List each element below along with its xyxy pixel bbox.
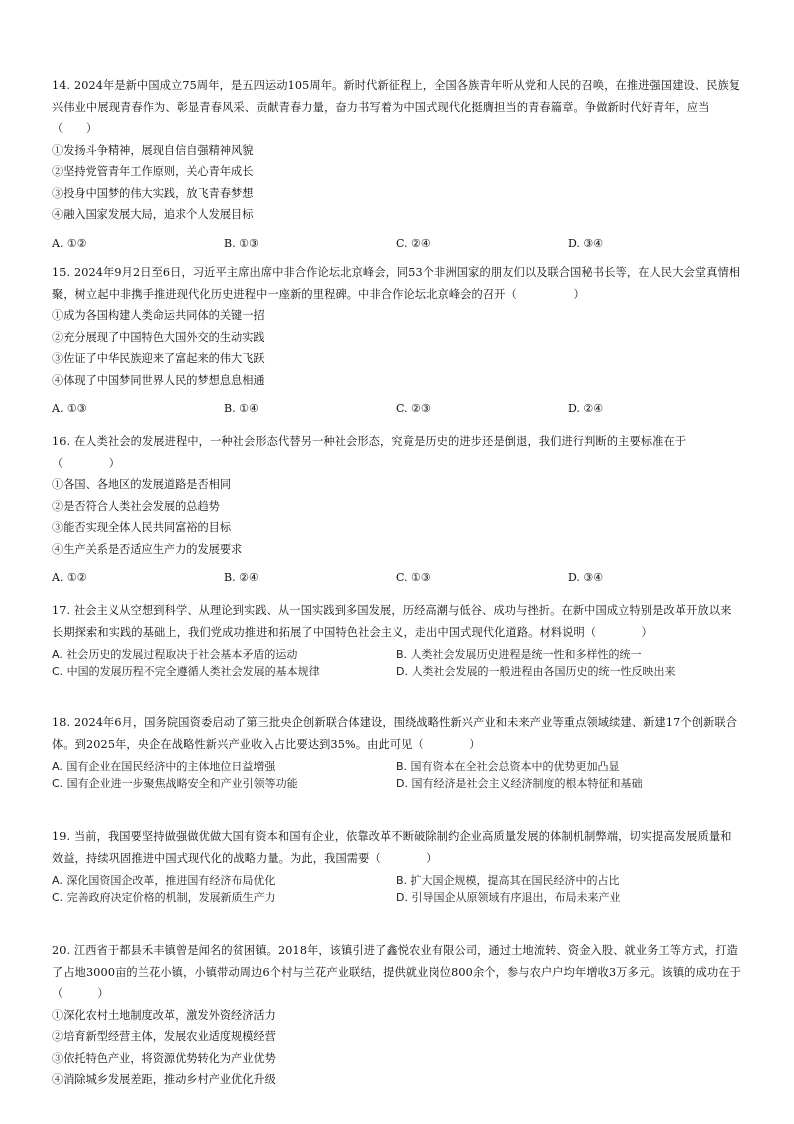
choice-b: B. ②④ [224,571,259,584]
choice-a: A. 国有企业在国民经济中的主体地位日益增强 [52,760,276,773]
statement-option: ①各国、各地区的发展道路是否相同 [52,478,232,491]
answer-choices [52,567,742,588]
answer-choices [52,758,742,792]
statement-option: ①发扬斗争精神，展现自信自强精神风貌 [52,143,254,157]
statement-option: ③投身中国梦的伟大实践，放飞青春梦想 [52,186,254,200]
question-19 [52,826,742,906]
question-stem: 17. 社会主义从空想到科学、从理论到实践、从一国实践到多国发展，历经高潮与低谷、成功与挫折。在新中国成立特别是改革开放以来长期探索和实践的基础上，我们党成功推进和拓展了中国特色社会主义，走出中国式现代化道路。材料说明（ ） [52,604,732,639]
choice-a: A. 社会历史的发展过程取决于社会基本矛盾的运动 [52,648,298,661]
choice-c: C. 中国的发展历程不完全遵循人类社会发展的基本规律 [52,665,320,678]
choice-d: D. ③④ [568,236,604,250]
choice-d: D. ③④ [568,571,604,584]
answer-choices [52,398,742,419]
choice-c: C. ①③ [396,571,431,584]
question-stem: 20. 江西省于都县禾丰镇曾是闻名的贫困镇。2018年，该镇引进了鑫悦农业有限公司，通过土地流转、资金入股、就业务工等方式，打造了占地3000亩的兰花小镇，小镇带动周边6个村与兰花产业联结，提供就业岗位800余个，参与农户户均年增收3万多元。该镇的成功在于（ ） [52,944,741,1000]
statement-option: ③佐证了中华民族迎来了富起来的伟大飞跃 [52,352,265,365]
answer-choices [52,872,742,906]
choice-c: C. 国有企业进一步聚焦战略安全和产业引领等功能 [52,777,298,790]
choice-a: A. ①③ [52,402,87,415]
statement-option: ②是否符合人类社会发展的总趋势 [52,499,220,513]
statement-option: ③能否实现全体人民共同富裕的目标 [52,521,232,534]
question-15 [52,262,742,419]
statement-option: ②坚持党管青年工作原则，关心青年成长 [52,165,254,178]
choice-b: B. ①④ [224,402,259,415]
choice-b: B. 人类社会发展历史进程是统一性和多样性的统一 [396,648,642,661]
choice-d: D. ②④ [568,402,604,415]
statement-option: ④体现了中国梦同世界人民的梦想息息相通 [52,373,265,387]
question-stem: 14. 2024年是新中国成立75周年，是五四运动105周年。新时代新征程上，全国各族青年听从党和人民的召唤，在推进强国建设、民族复兴伟业中展现青春作为、彰显青春风采、贡献青春力量，奋力书写着为中国式现代化挺膺担当的青春篇章。争做新时代好青年，应当（ ） [52,79,741,135]
question-14 [52,75,742,254]
answer-choices [52,646,742,680]
statement-option: ④生产关系是否适应生产力的发展要求 [52,542,243,556]
choice-b: B. 国有资本在全社会总资本中的优势更加凸显 [396,760,620,773]
statement-option: ④融入国家发展大局，追求个人发展目标 [52,208,254,221]
statement-option: ②培育新型经营主体，发展农业适度规模经营 [52,1030,276,1043]
question-stem: 16. 在人类社会的发展进程中，一种社会形态代替另一种社会形态，究竟是历史的进步还是倒退，我们进行判断的主要标准在于（ ） [52,435,687,470]
statement-option: ②充分展现了中国特色大国外交的生动实践 [52,330,265,344]
choice-c: C. ②③ [396,402,431,415]
statement-option: ①深化农村土地制度改革，激发外资经济活力 [52,1008,276,1022]
choice-c: C. 完善政府决定价格的机制，发展新质生产力 [52,891,276,904]
answer-choices [52,233,742,254]
choice-a: A. ①② [52,571,87,584]
question-16 [52,431,742,588]
choice-b: B. ①③ [224,236,259,250]
question-stem: 19. 当前，我国要坚持做强做优做大国有资本和国有企业，依靠改革不断破除制约企业高质量发展的体制机制弊端，切实提高发展质量和效益，持续巩固推进中国式现代化的战略力量。为此，我国需要（ ） [52,830,732,865]
choice-d: D. 引导国企从原领域有序退出，布局未来产业 [396,891,621,904]
statement-option: ③依托特色产业，将资源优势转化为产业优势 [52,1051,276,1065]
question-stem: 18. 2024年6月，国务院国资委启动了第三批央企创新联合体建设，围绕战略性新兴产业和未来产业等重点领域续建、新建17个创新联合体。到2025年，央企在战略性新兴产业收入占比要达到35%。由此可见（ ） [52,716,738,751]
choice-c: C. ②④ [396,236,431,250]
question-17 [52,600,742,680]
choice-d: D. 国有经济是社会主义经济制度的根本特征和基础 [396,777,643,790]
choice-b: B. 扩大国企规模，提高其在国民经济中的占比 [396,874,620,887]
question-20 [52,940,742,1091]
statement-option: ④消除城乡发展差距，推动乡村产业优化升级 [52,1073,276,1086]
statement-option: ①成为各国构建人类命运共同体的关键一招 [52,309,265,322]
choice-a: A. ①② [52,236,87,250]
question-18 [52,712,742,792]
choice-a: A. 深化国资国企改革，推进国有经济布局优化 [52,874,276,887]
question-stem: 15. 2024年9月2日至6日，习近平主席出席中非合作论坛北京峰会，同53个非洲国家的朋友们以及联合国秘书长等，在人民大会堂真情相聚，树立起中非携手推进现代化历史进程中一座新的里程碑。中非合作论坛北京峰会的召开（ ） [52,266,741,301]
choice-d: D. 人类社会发展的一般进程由各国历史的统一性反映出来 [396,665,676,678]
